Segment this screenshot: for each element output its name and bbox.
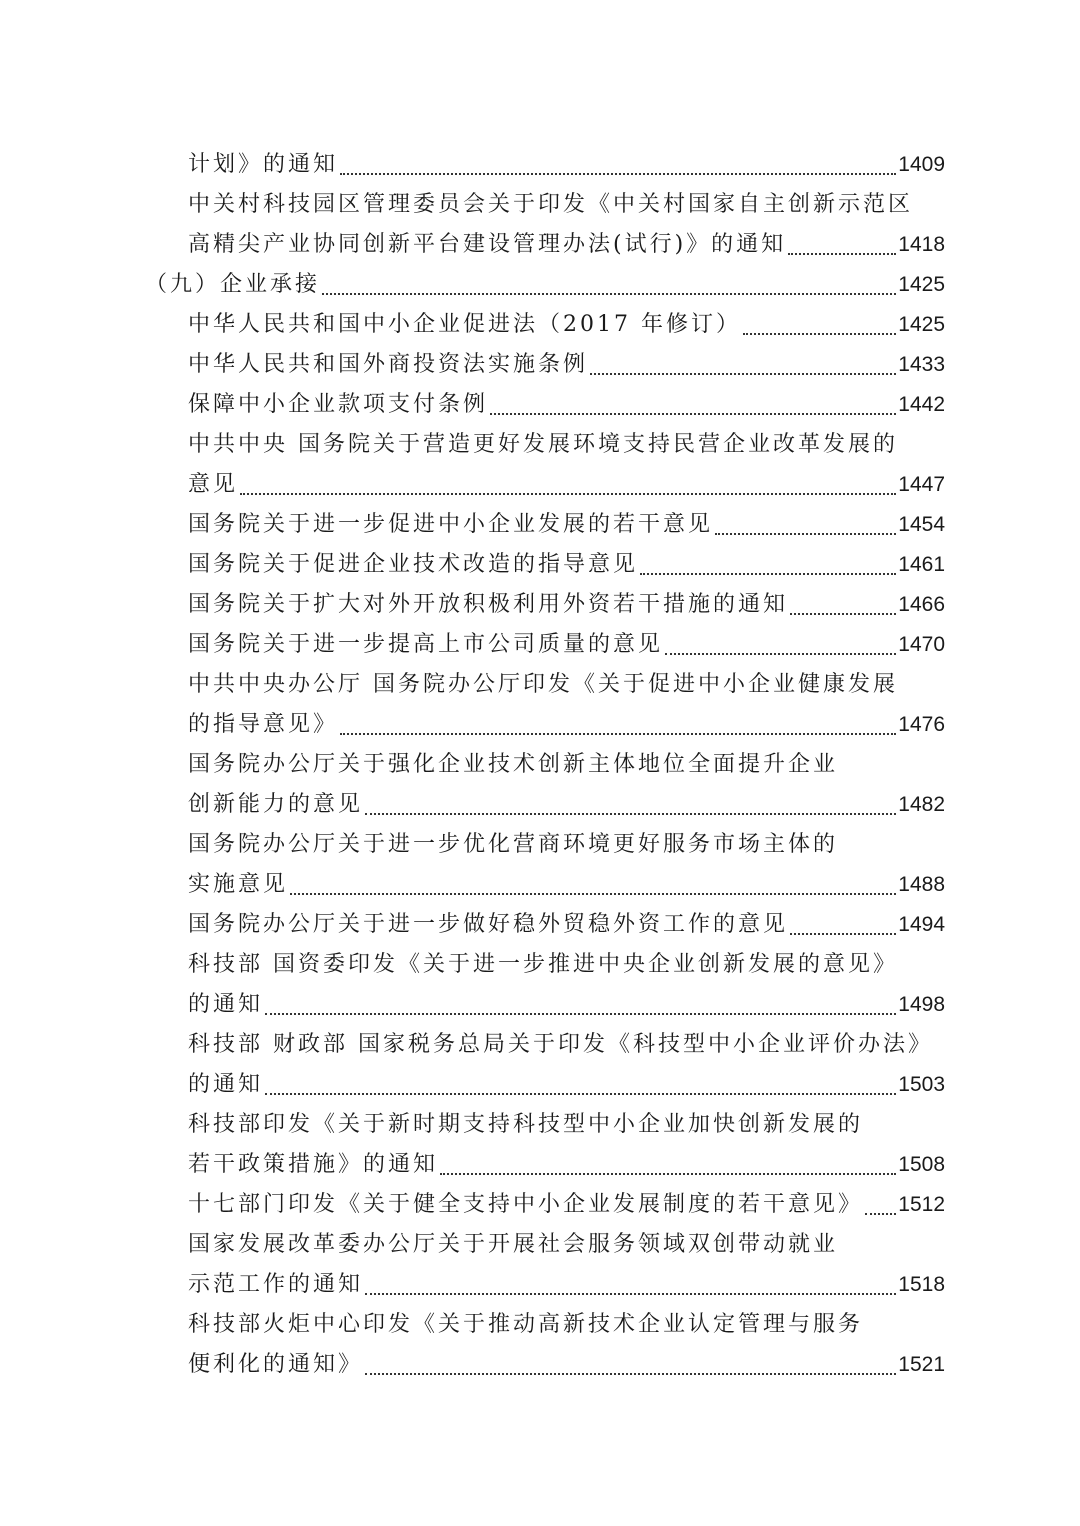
toc-page-number: 1425 — [898, 313, 945, 336]
dot-leader — [790, 933, 896, 935]
toc-page-number: 1442 — [898, 393, 945, 416]
dot-leader — [640, 573, 896, 575]
toc-entry-line — [0, 865, 945, 905]
toc-entry-title: 的通知 — [188, 1072, 264, 1097]
toc-entry-title: 国家发展改革委办公厅关于开展社会服务领域双创带动就业 — [188, 1232, 839, 1257]
dot-leader — [790, 613, 896, 615]
toc-entry-line — [0, 705, 945, 745]
toc-page-number: 1454 — [898, 513, 945, 536]
toc-entry-line — [0, 425, 945, 465]
toc-page-number: 1418 — [898, 233, 945, 256]
dot-leader — [322, 293, 896, 295]
toc-entry-title: 若干政策措施》的通知 — [188, 1152, 439, 1177]
dot-leader — [365, 1293, 896, 1295]
toc-entry-title: 国务院办公厅关于进一步做好稳外贸稳外资工作的意见 — [188, 912, 789, 937]
toc-entry-line — [0, 385, 945, 425]
toc-page-number: 1470 — [898, 633, 945, 656]
toc-entry-title: 中华人民共和国中小企业促进法（2017 年修订） — [188, 312, 741, 337]
toc-entry-title: 中华人民共和国外商投资法实施条例 — [188, 352, 589, 377]
toc-entry-title: 的指导意见》 — [188, 712, 339, 737]
toc-entry-title: 中共中央办公厅 国务院办公厅印发《关于促进中小企业健康发展 — [188, 672, 898, 697]
toc-entry-line — [0, 265, 945, 305]
toc-entry-title: 中关村科技园区管理委员会关于印发《中关村国家自主创新示范区 — [188, 192, 914, 217]
toc-page-number: 1512 — [898, 1193, 945, 1216]
dot-leader — [865, 1213, 896, 1215]
toc-entry-line — [0, 1025, 945, 1065]
toc-entry-line — [0, 665, 945, 705]
toc-page-number: 1488 — [898, 873, 945, 896]
dot-leader — [290, 893, 896, 895]
toc-entry-line — [0, 825, 945, 865]
toc-page-number: 1461 — [898, 553, 945, 576]
toc-entry-title: 国务院关于扩大对外开放积极利用外资若干措施的通知 — [188, 592, 789, 617]
toc-entry-line — [0, 1345, 945, 1385]
toc-page-number: 1466 — [898, 593, 945, 616]
toc-entry-line — [0, 305, 945, 345]
toc-entry-title: 科技部 财政部 国家税务总局关于印发《科技型中小企业评价办法》 — [188, 1032, 933, 1057]
toc-entry-line — [0, 585, 945, 625]
toc-page-number: 1476 — [898, 713, 945, 736]
toc-entry-title: 保障中小企业款项支付条例 — [188, 392, 489, 417]
toc-page-number: 1409 — [898, 153, 945, 176]
toc-entry-line — [0, 625, 945, 665]
toc-entry-line — [0, 225, 945, 265]
dot-leader — [365, 1373, 896, 1375]
toc-entry-title: 十七部门印发《关于健全支持中小企业发展制度的若干意见》 — [188, 1192, 864, 1217]
toc-entry-title: 便利化的通知》 — [188, 1352, 364, 1377]
toc-entry-title: 实施意见 — [188, 872, 289, 897]
toc-entry-line — [0, 345, 945, 385]
toc-entry-line — [0, 1145, 945, 1185]
toc-entry-title: 中共中央 国务院关于营造更好发展环境支持民营企业改革发展的 — [188, 432, 898, 457]
toc-entry-title: 国务院关于促进企业技术改造的指导意见 — [188, 552, 639, 577]
toc-page-number: 1508 — [898, 1153, 945, 1176]
dot-leader — [590, 373, 896, 375]
dot-leader — [240, 493, 896, 495]
dot-leader — [265, 1013, 896, 1015]
toc-entry-title: 创新能力的意见 — [188, 792, 364, 817]
toc-page-number: 1518 — [898, 1273, 945, 1296]
toc-page-number: 1494 — [898, 913, 945, 936]
dot-leader — [743, 333, 896, 335]
toc-entry-line — [0, 1105, 945, 1145]
dot-leader — [340, 733, 896, 735]
dot-leader — [340, 173, 896, 175]
toc-page-number: 1521 — [898, 1353, 945, 1376]
toc-entry-line — [0, 465, 945, 505]
toc-entry-title: 计划》的通知 — [188, 152, 339, 177]
toc-entry-line — [0, 1265, 945, 1305]
table-of-contents — [0, 145, 1080, 1385]
dot-leader — [788, 253, 896, 255]
toc-entry-title: 科技部印发《关于新时期支持科技型中小企业加快创新发展的 — [188, 1112, 864, 1137]
toc-entry-line — [0, 1185, 945, 1225]
toc-page-number: 1433 — [898, 353, 945, 376]
toc-entry-line — [0, 945, 945, 985]
toc-page-number: 1447 — [898, 473, 945, 496]
dot-leader — [440, 1173, 896, 1175]
dot-leader — [365, 813, 896, 815]
dot-leader — [715, 533, 896, 535]
toc-entry-title: 的通知 — [188, 992, 264, 1017]
toc-page-number: 1425 — [898, 273, 945, 296]
toc-entry-title: 意见 — [188, 472, 239, 497]
toc-entry-line — [0, 545, 945, 585]
toc-entry-line — [0, 505, 945, 545]
toc-entry-title: 国务院关于进一步促进中小企业发展的若干意见 — [188, 512, 714, 537]
toc-entry-title: 科技部 国资委印发《关于进一步推进中央企业创新发展的意见》 — [188, 952, 898, 977]
toc-entry-title: 科技部火炬中心印发《关于推动高新技术企业认定管理与服务 — [188, 1312, 864, 1337]
toc-entry-title: （九）企业承接 — [145, 272, 321, 297]
dot-leader — [665, 653, 896, 655]
toc-entry-title: 示范工作的通知 — [188, 1272, 364, 1297]
toc-entry-line — [0, 185, 945, 225]
toc-page-number: 1482 — [898, 793, 945, 816]
toc-entry-line — [0, 745, 945, 785]
dot-leader — [490, 413, 896, 415]
toc-entry-line — [0, 785, 945, 825]
toc-entry-line — [0, 985, 945, 1025]
toc-page-number: 1503 — [898, 1073, 945, 1096]
toc-entry-line — [0, 905, 945, 945]
toc-entry-line — [0, 145, 945, 185]
toc-entry-line — [0, 1225, 945, 1265]
toc-entry-line — [0, 1065, 945, 1105]
toc-entry-line — [0, 1305, 945, 1345]
toc-entry-title: 高精尖产业协同创新平台建设管理办法(试行)》的通知 — [188, 232, 787, 257]
dot-leader — [265, 1093, 896, 1095]
toc-entry-title: 国务院关于进一步提高上市公司质量的意见 — [188, 632, 664, 657]
toc-entry-title: 国务院办公厅关于进一步优化营商环境更好服务市场主体的 — [188, 832, 839, 857]
toc-page-number: 1498 — [898, 993, 945, 1016]
toc-entry-title: 国务院办公厅关于强化企业技术创新主体地位全面提升企业 — [188, 752, 839, 777]
